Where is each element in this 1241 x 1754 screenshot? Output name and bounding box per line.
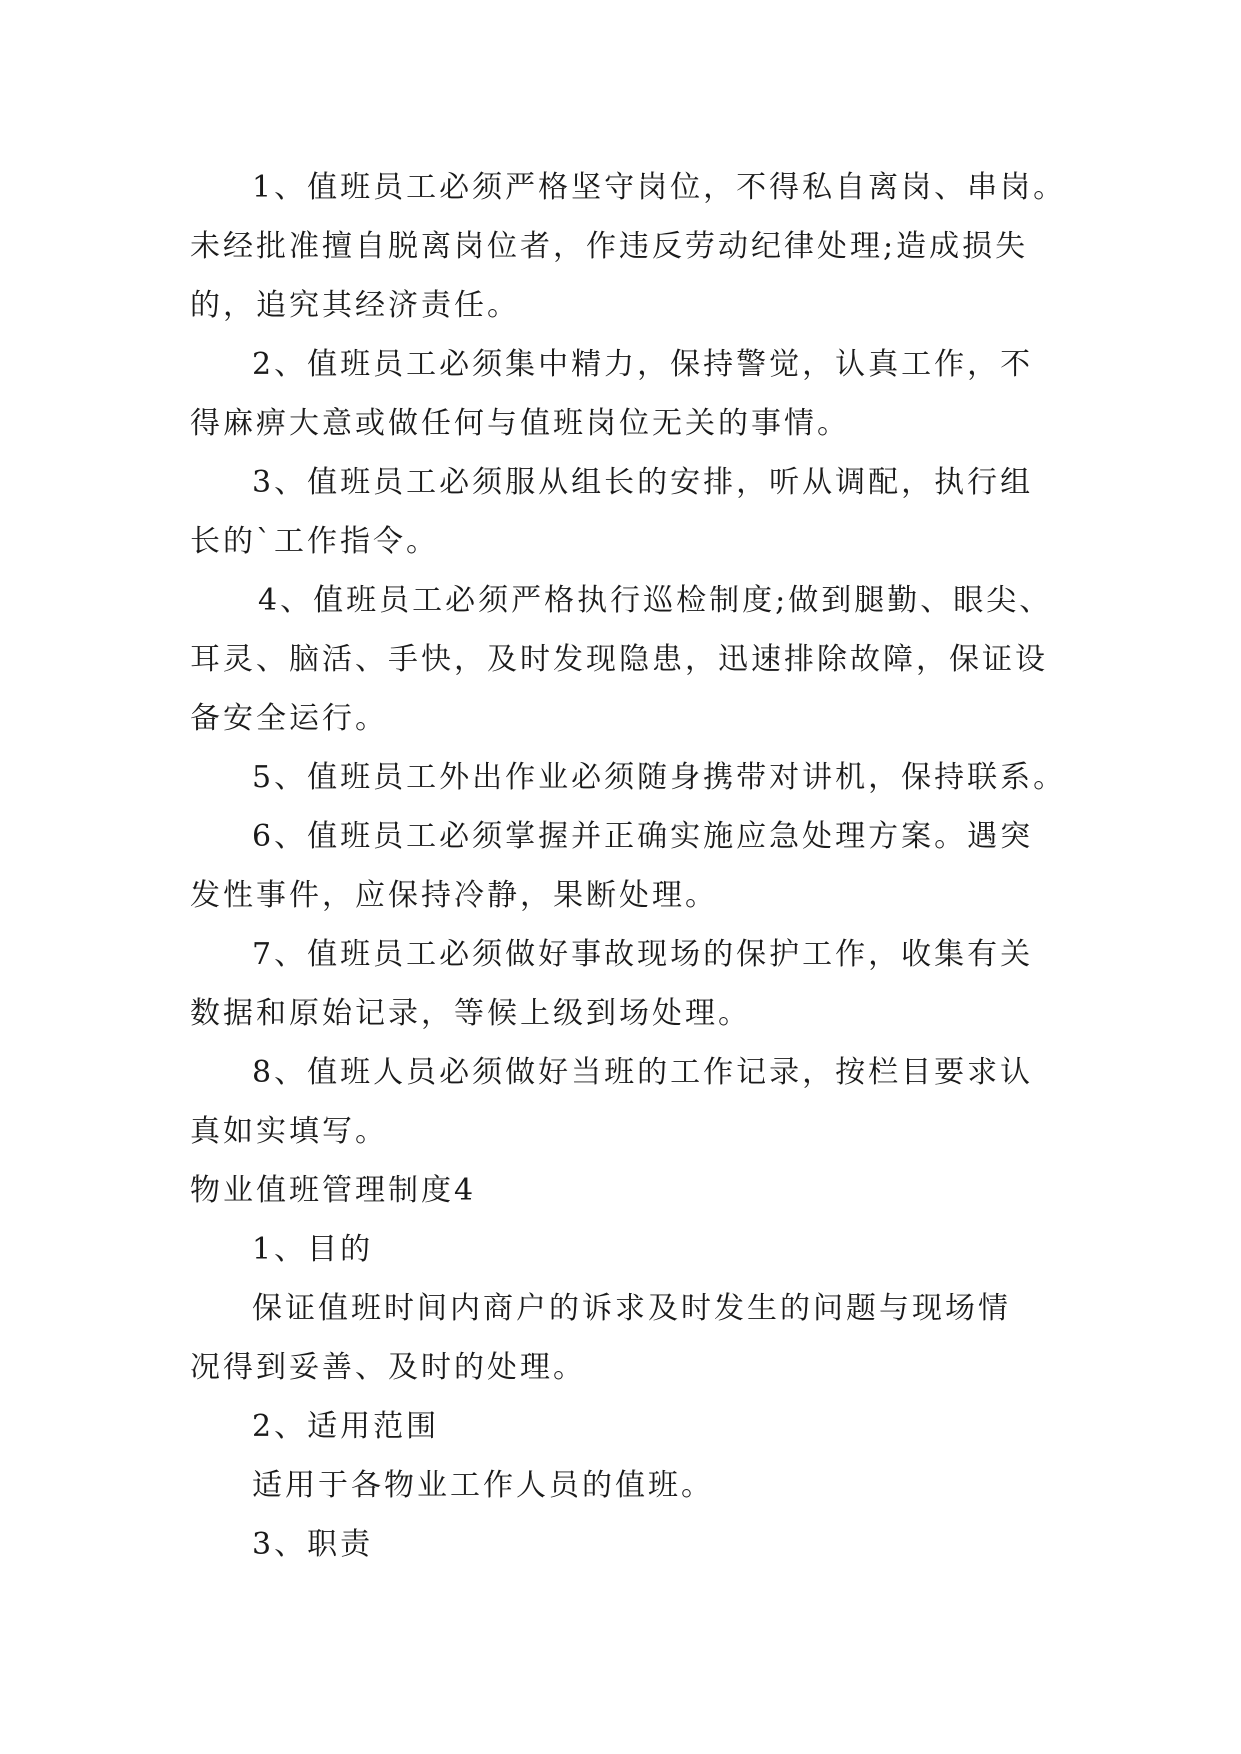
rule-1-line-1: 1、值班员工必须严格坚守岗位，不得私自离岗、串岗。 [252,170,1067,205]
rule-7-line-1: 7、值班员工必须做好事故现场的保护工作，收集有关 [252,937,1034,972]
rule-5-line-1: 5、值班员工外出作业必须随身携带对讲机，保持联系。 [252,760,1067,795]
subsection-duties-heading: 3、职责 [252,1527,374,1562]
rule-1-line-2: 未经批准擅自脱离岗位者，作违反劳动纪律处理;造成损失 [190,229,1029,264]
rule-4-line-2: 耳灵、脑活、手快，及时发现隐患，迅速排除故障，保证设 [190,642,1048,677]
rule-4-line-1: 4、值班员工必须严格执行巡检制度;做到腿勤、眼尖、 [258,583,1053,618]
rule-7-line-2: 数据和原始记录，等候上级到场处理。 [190,996,751,1031]
purpose-line-2: 况得到妥善、及时的处理。 [190,1350,586,1385]
subsection-purpose-heading: 1、目的 [252,1232,374,1267]
document-body [190,158,1067,1574]
rule-2-line-1: 2、值班员工必须集中精力，保持警觉，认真工作，不 [252,347,1034,382]
rule-8-line-2: 真如实填写。 [190,1114,388,1149]
rule-6-line-2: 发性事件，应保持冷静，果断处理。 [190,878,718,913]
scope-line-1: 适用于各物业工作人员的值班。 [252,1468,714,1503]
rule-6-line-1: 6、值班员工必须掌握并正确实施应急处理方案。遇突 [252,819,1034,854]
rule-1-line-3: 的，追究其经济责任。 [190,288,520,323]
subsection-scope-heading: 2、适用范围 [252,1409,440,1444]
rule-3-line-1: 3、值班员工必须服从组长的安排，听从调配，执行组 [252,465,1034,500]
rule-8-line-1: 8、值班人员必须做好当班的工作记录，按栏目要求认 [252,1055,1034,1090]
purpose-line-1: 保证值班时间内商户的诉求及时发生的问题与现场情 [252,1291,1011,1326]
rule-2-line-2: 得麻痹大意或做任何与值班岗位无关的事情。 [190,406,850,441]
rule-3-line-2: 长的`工作指令。 [190,524,439,559]
section-heading: 物业值班管理制度4 [190,1173,477,1208]
rule-4-line-3: 备安全运行。 [190,701,388,736]
